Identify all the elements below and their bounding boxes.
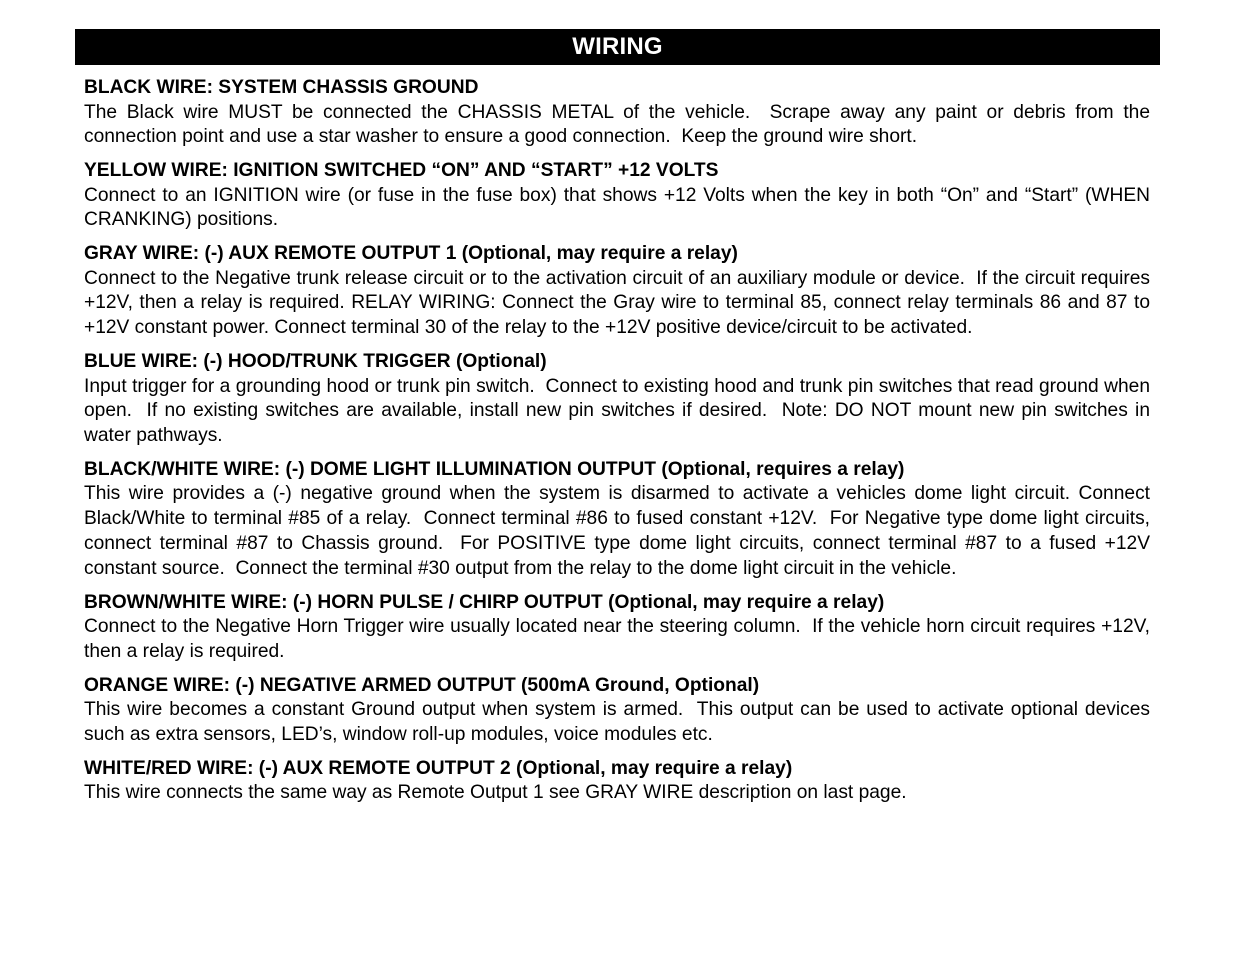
wire-description: Input trigger for a grounding hood or trunk pin switch. Connect to existing hood and trunk pin switches that read ground when open. If no existing switches are available, install new pin switches if desired. Note: DO NOT mount new pin switches in water pathways. — [84, 375, 1150, 447]
wire-section-black — [84, 76, 1150, 150]
wiring-content — [84, 76, 1150, 815]
wire-section-black-white — [84, 458, 1150, 582]
wire-heading: BLACK/WHITE WIRE: (-) DOME LIGHT ILLUMINATION OUTPUT (Optional, requires a relay) — [84, 458, 905, 480]
wire-section-yellow — [84, 159, 1150, 233]
wire-heading: ORANGE WIRE: (-) NEGATIVE ARMED OUTPUT (500mA Ground, Optional) — [84, 674, 760, 696]
wire-description: Connect to the Negative trunk release circuit or to the activation circuit of an auxiliary module or device. If the circuit requires +12V, then a relay is required. RELAY WIRING: Connect the Gray wire to terminal 85, connect relay terminals 86 and 87 to +12V constant power. Connect terminal 30 of the relay to the +12V positive device/circuit to be activated. — [84, 267, 1150, 339]
wire-heading: YELLOW WIRE: IGNITION SWITCHED “ON” AND “START” +12 VOLTS — [84, 160, 719, 182]
wire-description: Connect to the Negative Horn Trigger wire usually located near the steering column. If the vehicle horn circuit requires +12V, then a relay is required. — [84, 616, 1150, 662]
wire-heading: WHITE/RED WIRE: (-) AUX REMOTE OUTPUT 2 (Optional, may require a relay) — [84, 757, 793, 779]
wire-heading: BLUE WIRE: (-) HOOD/TRUNK TRIGGER (Optional) — [84, 351, 547, 373]
section-title: WIRING — [75, 29, 1160, 65]
wire-description: This wire provides a (-) negative ground when the system is disarmed to activate a vehicles dome light circuit. Connect Black/White to terminal #85 of a relay. Connect terminal #86 to fused constant +12V. For Negative type dome light circuits, connect terminal #87 to Chassis ground. For POSITIVE type dome light circuits, connect terminal #87 to a fused +12V constant source. Connect the terminal #30 output from the relay to the dome light circuit in the vehicle. — [84, 483, 1150, 579]
wire-heading: BLACK WIRE: SYSTEM CHASSIS GROUND — [84, 77, 479, 98]
wire-description: The Black wire MUST be connected the CHASSIS METAL of the vehicle. Scrape away any paint or debris from the connection point and use a star washer to ensure a good connection. Keep the ground wire short. — [84, 101, 1150, 148]
wire-section-blue — [84, 350, 1150, 449]
wire-description: This wire becomes a constant Ground output when system is armed. This output can be used to activate optional devices such as extra sensors, LED’s, window roll-up modules, voice modules etc. — [84, 699, 1150, 746]
wire-heading: BROWN/WHITE WIRE: (-) HORN PULSE / CHIRP OUTPUT (Optional, may require a relay) — [84, 591, 885, 613]
wire-section-white-red — [84, 757, 1150, 806]
wire-section-orange — [84, 674, 1150, 748]
wire-heading: GRAY WIRE: (-) AUX REMOTE OUTPUT 1 (Optional, may require a relay) — [84, 243, 738, 265]
wire-section-gray — [84, 242, 1150, 341]
wire-description: This wire connects the same way as Remote Output 1 see GRAY WIRE description on last page. — [84, 782, 907, 804]
wire-description: Connect to an IGNITION wire (or fuse in the fuse box) that shows +12 Volts when the key in both “On” and “Start” (WHEN CRANKING) positions. — [84, 184, 1150, 231]
wire-section-brown-white — [84, 591, 1150, 665]
